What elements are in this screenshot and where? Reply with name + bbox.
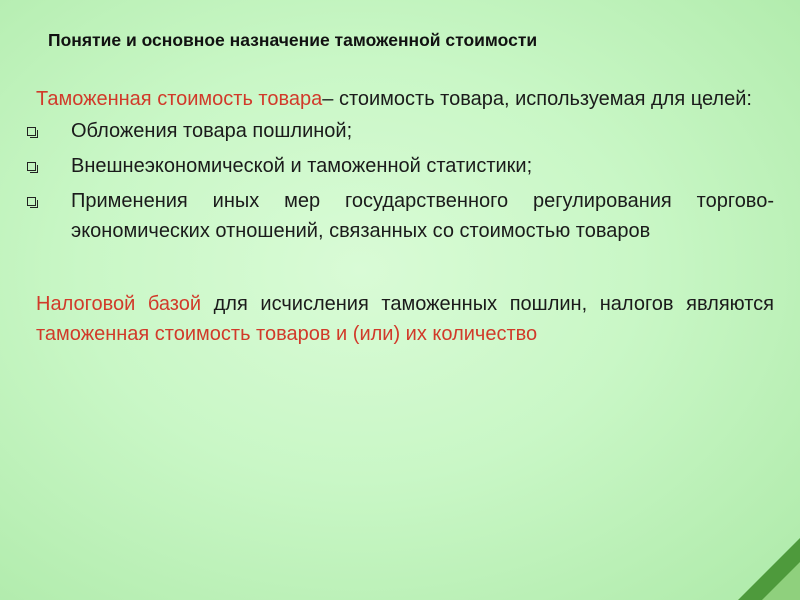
- tax-base-paragraph: [36, 289, 774, 349]
- definition-text: – стоимость товара, используемая для целей:: [322, 88, 752, 110]
- list-item: [36, 116, 774, 146]
- definition-term: Таможенная стоимость товара: [36, 88, 323, 110]
- tax-base-object: таможенная стоимость товаров и (или) их количество: [36, 323, 538, 345]
- square-bullet-icon: [27, 127, 36, 136]
- list-item-text: Внешнеэкономической и таможенной статистики;: [71, 155, 533, 177]
- tax-base-text: для исчисления таможенных пошлин, налогов являются: [201, 293, 774, 315]
- tax-base-term: Налоговой базой: [36, 293, 202, 315]
- square-bullet-icon: [27, 197, 36, 206]
- list-item-text: Применения иных мер государственного регулирования торгово-экономических отношений, связанных со стоимостью товаров: [71, 190, 774, 242]
- list-item-text: Обложения товара пошлиной;: [71, 120, 353, 142]
- square-bullet-icon: [27, 162, 36, 171]
- purpose-list: [36, 116, 774, 246]
- spacer: [36, 251, 774, 289]
- slide-title: Понятие и основное назначение таможенной стоимости: [48, 30, 538, 50]
- list-item: [36, 186, 774, 246]
- list-item: [36, 151, 774, 181]
- corner-decoration-inner: [762, 562, 800, 600]
- definition-paragraph: [36, 84, 774, 114]
- slide-body: [36, 84, 774, 349]
